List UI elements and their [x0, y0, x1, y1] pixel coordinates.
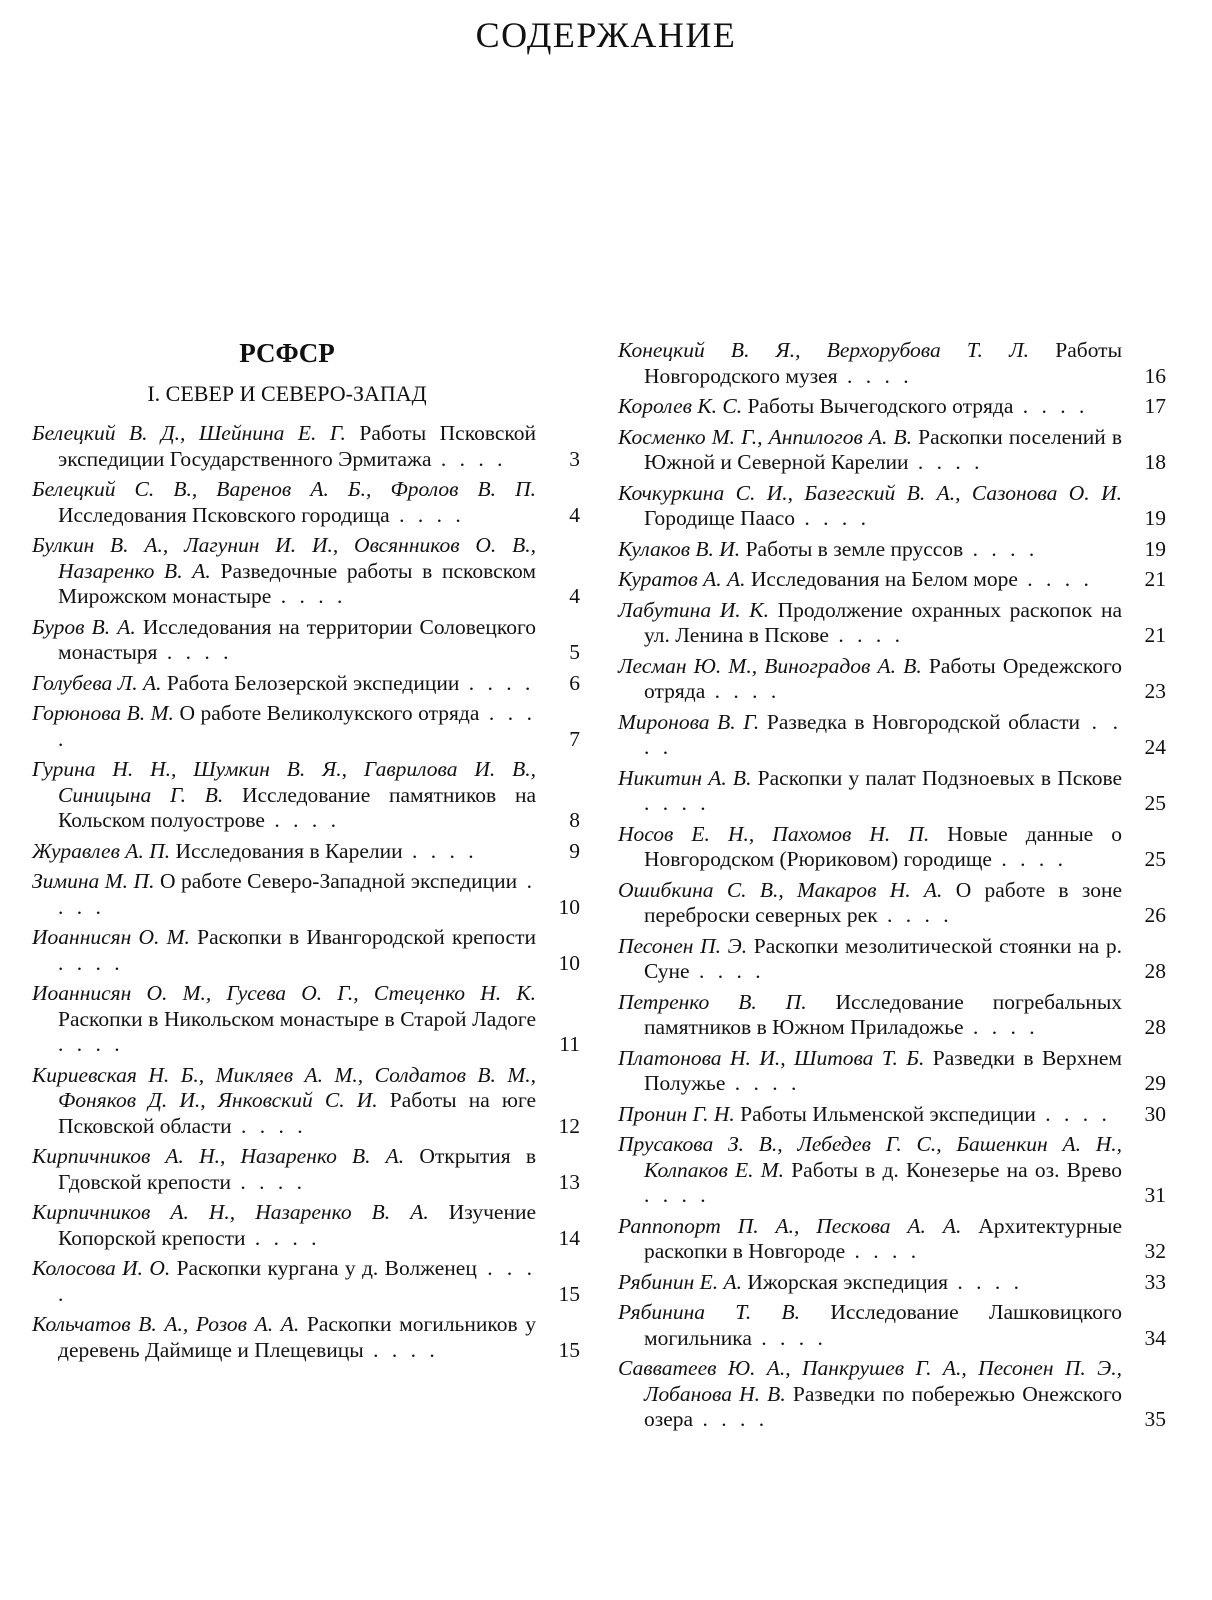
toc-entry-body: [32, 671, 580, 697]
toc-entry-title: О работе Великолукского отряда: [179, 701, 480, 725]
toc-entry-authors: Иоаннисян О. М., Гусева О. Г., Стеценко Н. К.: [32, 981, 536, 1005]
toc-entry-body: [618, 537, 1166, 563]
dot-leaders: . . . .: [459, 670, 535, 695]
dot-leaders: . . . .: [693, 1407, 769, 1431]
toc-entry: [32, 1144, 580, 1195]
dot-leaders: . . . .: [963, 1015, 1039, 1039]
toc-entry-authors: Миронова В. Г.: [618, 709, 760, 734]
toc-entry: [618, 394, 1166, 420]
toc-entry-title: Разведки в Верхнем Полужье: [644, 1045, 1122, 1095]
dot-leaders: . . . .: [271, 584, 347, 608]
toc-entry-page-number: 32: [1144, 1239, 1166, 1263]
toc-entry-page-number: 25: [1144, 791, 1166, 815]
toc-entry: [618, 338, 1166, 389]
toc-entry-title: Городище Паасо: [644, 506, 795, 530]
toc-entry: [32, 1312, 580, 1363]
toc-entry-title: Архитектурные раскопки в Новгороде: [644, 1213, 1122, 1263]
toc-entry-authors: Куратов А. А.: [618, 567, 746, 591]
dot-leaders: . . . .: [845, 1239, 921, 1263]
toc-entry: [618, 654, 1166, 705]
dot-leaders: . . . .: [58, 950, 124, 975]
toc-entry-body: [32, 701, 580, 752]
toc-entry-title: Раскопки мезолитической стоянки на р. Суне: [644, 933, 1122, 983]
toc-entry-page-number: 13: [558, 1169, 580, 1194]
toc-entry: [32, 869, 580, 920]
dot-leaders: . . . .: [58, 869, 537, 919]
toc-entry-title: Работы Оредежского отряда: [644, 653, 1123, 703]
toc-entry-body: [618, 1356, 1166, 1433]
toc-entry-title: Раскопки в Ивангородской крепости: [197, 925, 536, 949]
toc-entry-authors: Савватеев Ю. А., Панкрушев Г. А., Песонен П. Э., Лобанова Н. В.: [618, 1356, 1122, 1406]
toc-column-right: [618, 338, 1166, 1438]
toc-entry: [618, 710, 1166, 761]
toc-entry-authors: Песонен П. Э.: [618, 933, 748, 958]
toc-entry-title: Исследование погребальных памятников в Южном Приладожье: [644, 989, 1123, 1039]
toc-entry-body: [618, 481, 1166, 532]
toc-entry-authors: Петренко В. П.: [618, 989, 807, 1014]
dot-leaders: . . . .: [1035, 1101, 1111, 1126]
dot-leaders: . . . .: [58, 1256, 536, 1306]
dot-leaders: . . . .: [389, 502, 465, 527]
toc-entry-body: [32, 925, 580, 976]
toc-entry-title: Исследования в Карелии: [175, 838, 403, 863]
toc-entry-title: Работы Вычегодского отряда: [747, 394, 1014, 418]
toc-entry-body: [618, 567, 1166, 593]
toc-entry-page-number: 18: [1144, 450, 1166, 474]
toc-entry-title: Продолжение охранных раскопок на ул. Ленина в Пскове: [644, 597, 1122, 647]
toc-entry: [32, 757, 580, 834]
toc-entry-page-number: 28: [1144, 1015, 1166, 1039]
toc-entry-body: [618, 1270, 1166, 1296]
dot-leaders: . . . .: [363, 1337, 439, 1362]
toc-entry-page-number: 34: [1144, 1325, 1166, 1350]
dot-leaders: . . . .: [948, 1269, 1023, 1294]
dot-leaders: . . . .: [751, 1325, 827, 1350]
toc-entry-page-number: 12: [558, 1113, 580, 1138]
toc-entry: [618, 1270, 1166, 1296]
toc-entry: [32, 615, 580, 666]
toc-entry: [32, 981, 580, 1058]
toc-entry-page-number: 19: [1144, 536, 1166, 561]
toc-entry-page-number: 3: [569, 446, 580, 471]
toc-entry-page-number: 21: [1144, 567, 1166, 591]
toc-entry-title: Работы Новгородского музея: [644, 338, 1123, 388]
dot-leaders: . . . .: [644, 791, 710, 815]
toc-entry-title: Раскопки у палат Подзноевых в Пскове: [757, 765, 1123, 790]
toc-entry-body: [32, 1144, 580, 1195]
toc-entry-authors: Иоаннисян О. М.: [32, 925, 190, 949]
toc-entry-authors: Рябинина Т. В.: [618, 1300, 801, 1324]
toc-entry-page-number: 4: [569, 584, 580, 608]
toc-list-right: [618, 338, 1166, 1433]
toc-entry-authors: Кирпичников А. Н., Назаренко В. А.: [32, 1200, 429, 1224]
dot-leaders: . . . .: [644, 1183, 710, 1207]
toc-entry-authors: Лесман Ю. М., Виноградов А. В.: [618, 653, 922, 678]
toc-entry-title: Исследование памятников на Кольском полуострове: [58, 782, 536, 832]
toc-entry-body: [618, 1132, 1166, 1209]
toc-entry-title: Работы в д. Конезерье на оз. Врево: [791, 1157, 1123, 1182]
toc-entry-page-number: 7: [569, 726, 580, 751]
dot-leaders: . . . .: [795, 506, 870, 530]
toc-entry: [618, 1102, 1166, 1128]
dot-leaders: . . . .: [157, 640, 233, 664]
toc-entry: [32, 477, 580, 528]
toc-entry: [32, 1256, 580, 1307]
dot-leaders: . . . .: [231, 1113, 307, 1138]
toc-entry-page-number: 4: [569, 502, 580, 527]
toc-entry-page-number: 14: [558, 1225, 580, 1250]
toc-entry-page-number: 9: [569, 838, 580, 863]
toc-entry-body: [618, 394, 1166, 420]
dot-leaders: . . . .: [245, 1225, 321, 1250]
toc-entry-body: [618, 1300, 1166, 1351]
toc-entry-page-number: 11: [559, 1032, 580, 1056]
toc-entry-authors: Раппопорт П. А., Пескова А. А.: [618, 1213, 962, 1238]
toc-entry-body: [618, 822, 1166, 873]
toc-entry-authors: Журавлев А. П.: [32, 838, 171, 863]
toc-entry-authors: Кочкуркина С. И., Базегский В. А., Сазонова О. И.: [618, 480, 1122, 505]
toc-entry-body: [32, 1200, 580, 1251]
toc-entry: [618, 990, 1166, 1041]
toc-entry-authors: Косменко М. Г., Анпилогов А. В.: [618, 424, 912, 449]
toc-entry-title: Новые данные о Новгородском (Рюриковом) городище: [644, 821, 1122, 871]
toc-entry-authors: Ошибкина С. В., Макаров Н. А.: [618, 877, 943, 902]
dot-leaders: . . . .: [1013, 394, 1089, 418]
toc-entry-page-number: 10: [558, 950, 580, 975]
toc-entry-authors: Буров В. А.: [32, 614, 136, 639]
toc-entry-page-number: 6: [569, 670, 580, 695]
dot-leaders: . . . .: [644, 709, 1123, 759]
toc-entry-body: [32, 1256, 580, 1307]
toc-entry-page-number: 31: [1144, 1183, 1166, 1207]
toc-entry-authors: Платонова Н. И., Шитова Т. Б.: [618, 1045, 925, 1070]
dot-leaders: . . . .: [877, 903, 953, 927]
toc-entry-page-number: 5: [569, 640, 580, 664]
toc-entry-page-number: 29: [1144, 1071, 1166, 1095]
toc-entry: [32, 925, 580, 976]
toc-entry-title: Открытия в Гдовской крепости: [58, 1144, 536, 1194]
toc-entry-page-number: 25: [1144, 847, 1166, 871]
dot-leaders: . . . .: [231, 1169, 307, 1194]
toc-entry: [618, 1132, 1166, 1209]
toc-entry-body: [618, 710, 1166, 761]
dot-leaders: . . . .: [58, 1032, 124, 1056]
toc-entry-authors: Носов Е. Н., Пахомов Н. П.: [618, 821, 930, 846]
toc-entry-page-number: 28: [1144, 959, 1166, 983]
toc-entry-page-number: 19: [1144, 506, 1166, 530]
toc-entry-title: Изучение Копорской крепости: [58, 1200, 537, 1250]
toc-entry-title: Разведки по побережью Онежского озера: [644, 1381, 1122, 1431]
toc-entry-authors: Гурина Н. Н., Шумкин В. Я., Гаврилова И. В., Синицына Г. В.: [32, 757, 536, 807]
toc-entry-page-number: 17: [1144, 394, 1166, 418]
toc-entry-body: [618, 598, 1166, 649]
toc-entry-title: Разведочные работы в псковском Мирожском монастыре: [58, 558, 536, 608]
page-title: СОДЕРЖАНИЕ: [475, 15, 737, 55]
toc-entry-page-number: 30: [1144, 1101, 1166, 1126]
toc-entry-body: [618, 878, 1166, 929]
dot-leaders: . . . .: [908, 450, 984, 474]
toc-entry-authors: Колосова И. О.: [32, 1256, 171, 1280]
toc-entry-body: [618, 1046, 1166, 1097]
toc-entry: [618, 1214, 1166, 1265]
toc-entry-page-number: 15: [558, 1337, 580, 1362]
dot-leaders: . . . .: [689, 959, 765, 983]
toc-entry-body: [32, 1312, 580, 1363]
dot-leaders: . . . .: [991, 847, 1067, 871]
toc-entry: [32, 671, 580, 697]
toc-entry-body: [32, 477, 580, 528]
toc-entry: [618, 425, 1166, 476]
toc-entry-body: [618, 338, 1166, 389]
toc-entry-body: [32, 757, 580, 834]
subsection-heading: I. СЕВЕР И СЕВЕРО-ЗАПАД: [147, 381, 427, 406]
toc-entry-authors: Горюнова В. М.: [32, 701, 174, 725]
toc-entry-authors: Никитин А. В.: [618, 765, 752, 790]
toc-entry-body: [618, 1214, 1166, 1265]
toc-entry-body: [32, 1063, 580, 1140]
toc-entry-title: Раскопки могильников у деревень Даймище и Плещевицы: [58, 1312, 537, 1362]
toc-entry-authors: Зимина М. П.: [32, 869, 155, 893]
toc-entry-body: [618, 934, 1166, 985]
toc-entry-authors: Кольчатов В. А., Розов А. А.: [32, 1312, 300, 1336]
toc-entry-body: [32, 839, 580, 865]
toc-entry: [618, 1300, 1166, 1351]
toc-entry-page-number: 10: [558, 894, 580, 919]
toc-entry: [618, 878, 1166, 929]
toc-entry-body: [32, 421, 580, 472]
toc-entry-title: О работе Северо-Западной экспедиции: [159, 869, 518, 893]
toc-entry-authors: Булкин В. А., Лагунин И. И., Овсянников О. В., Назаренко В. А.: [32, 533, 536, 583]
toc-entry-body: [32, 533, 580, 610]
toc-entry: [618, 1046, 1166, 1097]
toc-entry-authors: Белецкий С. В., Варенов А. Б., Фролов В. П.: [32, 477, 536, 501]
toc-entry: [618, 481, 1166, 532]
toc-entry-page-number: 24: [1144, 735, 1166, 759]
toc-entry: [618, 567, 1166, 593]
toc-entry-body: [618, 654, 1166, 705]
toc-entry-authors: Кириевская Н. Б., Микляев А. М., Солдатов В. М., Фоняков Д. И., Янковский С. И.: [32, 1062, 536, 1112]
toc-entry-body: [618, 990, 1166, 1041]
toc-entry-page-number: 15: [558, 1281, 580, 1306]
toc-entry: [618, 1356, 1166, 1433]
dot-leaders: . . . .: [828, 623, 904, 647]
toc-entry-authors: Конецкий В. Я., Верхорубова Т. Л.: [618, 338, 1030, 362]
toc-entry-title: Раскопки в Никольском монастыре в Старой Ладоге: [58, 1006, 536, 1031]
toc-entry-authors: Кулаков В. И.: [618, 536, 741, 561]
toc-entry-title: Работы Псковской экспедиции Государственного Эрмитажа: [58, 421, 536, 471]
toc-entry-authors: Прусакова З. В., Лебедев Г. С., Башенкин А. Н., Колпаков Е. М.: [618, 1132, 1122, 1182]
toc-entry-title: Исследование Лашковицкого могильника: [644, 1300, 1122, 1350]
toc-entry-page-number: 23: [1144, 679, 1166, 703]
toc-entry: [32, 421, 580, 472]
toc-entry-authors: Кирпичников А. Н., Назаренко В. А.: [32, 1144, 405, 1168]
dot-leaders: . . . .: [431, 446, 507, 471]
toc-entry-page-number: 26: [1144, 903, 1166, 927]
toc-entry: [618, 537, 1166, 563]
section-heading: РСФСР: [239, 338, 335, 368]
toc-entry-authors: Рябинин Е. А.: [618, 1269, 743, 1294]
toc-entry-body: [32, 981, 580, 1058]
toc-entry-body: [618, 766, 1166, 817]
toc-entry: [618, 766, 1166, 817]
toc-entry-title: О работе в зоне переброски северных рек: [644, 877, 1123, 927]
dot-leaders: . . . .: [725, 1071, 801, 1095]
toc-entry-page-number: 33: [1144, 1269, 1166, 1294]
toc-list-left: [32, 421, 580, 1363]
dot-leaders: . . . .: [705, 679, 781, 703]
dot-leaders: . . . .: [1017, 567, 1093, 591]
toc-entry-title: Раскопки поселений в Южной и Северной Карелии: [644, 424, 1122, 474]
toc-entry-page-number: 16: [1144, 363, 1166, 388]
toc-entry: [32, 1200, 580, 1251]
toc-entry: [32, 701, 580, 752]
toc-entry-title: Разведка в Новгородской области: [766, 709, 1081, 734]
toc-column-left: [32, 338, 580, 1368]
toc-entry-page-number: 8: [569, 808, 580, 832]
toc-entry-title: Работы в земле пруссов: [745, 536, 964, 561]
toc-entry: [32, 839, 580, 865]
toc-entry-authors: Лабутина И. К.: [618, 597, 769, 622]
dot-leaders: . . . .: [58, 701, 537, 751]
toc-entry-title: Работы на юге Псковской области: [58, 1088, 537, 1138]
toc-entry-body: [32, 869, 580, 920]
toc-entry: [618, 598, 1166, 649]
toc-entry-title: Раскопки кургана у д. Волженец: [176, 1256, 477, 1280]
toc-entry-title: Исследования на территории Соловецкого монастыря: [58, 614, 536, 664]
toc-entry-body: [618, 1102, 1166, 1128]
toc-entry: [618, 822, 1166, 873]
toc-entry-title: Работа Белозерской экспедиции: [166, 670, 460, 695]
toc-entry-body: [618, 425, 1166, 476]
toc-entry-title: Работы Ильменской экспедиции: [740, 1101, 1036, 1126]
toc-entry-authors: Пронин Г. Н.: [618, 1101, 735, 1126]
toc-entry-page-number: 21: [1144, 623, 1166, 647]
toc-entry-body: [32, 615, 580, 666]
toc-entry: [32, 1063, 580, 1140]
dot-leaders: . . . .: [963, 536, 1039, 561]
toc-entry: [32, 533, 580, 610]
toc-entry-page-number: 35: [1144, 1407, 1166, 1431]
toc-entry-title: Исследования на Белом море: [750, 567, 1018, 591]
toc-entry-authors: Голубева Л. А.: [32, 670, 162, 695]
toc-entry-title: Ижорская экспедиция: [747, 1269, 948, 1294]
toc-entry-title: Исследования Псковского городища: [58, 502, 390, 527]
toc-entry-authors: Белецкий В. Д., Шейнина Е. Г.: [32, 421, 346, 445]
dot-leaders: . . . .: [264, 808, 340, 832]
toc-entry: [618, 934, 1166, 985]
toc-entry-authors: Королев К. С.: [618, 394, 743, 418]
dot-leaders: . . . .: [402, 838, 478, 863]
dot-leaders: . . . .: [837, 363, 913, 388]
